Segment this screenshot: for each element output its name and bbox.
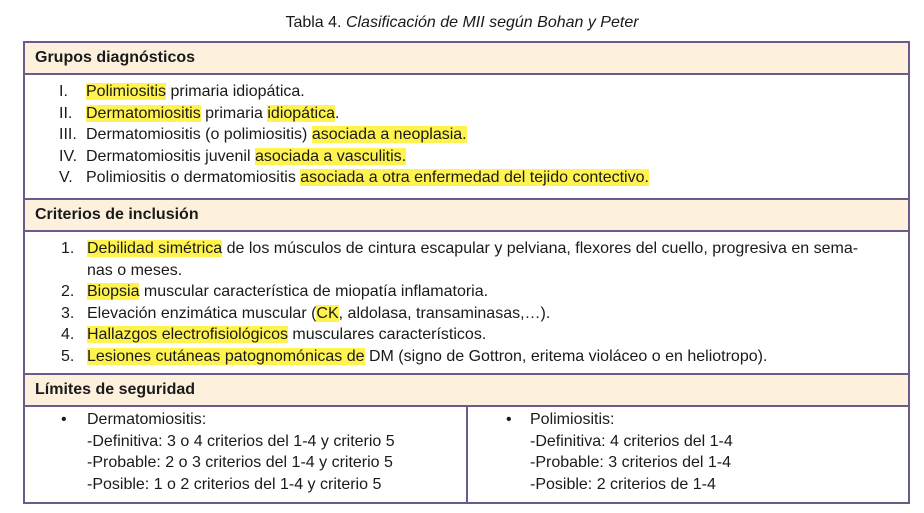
- list-item: III. Dermatomiositis (o polimiositis) asociada a neoplasia.: [59, 126, 467, 143]
- criteria-line: -Definitiva: 3 o 4 criterios del 1-4 y criterio 5: [87, 432, 395, 450]
- limits-header: Límites de seguridad: [25, 373, 908, 407]
- dermatomyositis-column: [25, 407, 468, 502]
- list-item: 1. Debilidad simétrica de los músculos de cintura escapular y pelviana, flexores del cuello, progresiva en sema- nas o meses.: [61, 240, 859, 279]
- criteria-line: -Posible: 2 criterios de 1-4: [530, 475, 716, 493]
- criteria-line: -Definitiva: 4 criterios del 1-4: [530, 432, 733, 450]
- column-title: Polimiositis:: [530, 411, 615, 428]
- groups-header: Grupos diagnósticos: [25, 43, 908, 75]
- limits-body: [25, 407, 908, 502]
- list-item: IV. Dermatomiositis juvenil asociada a vasculitis.: [59, 147, 407, 165]
- criteria-line: -Probable: 2 o 3 criterios del 1-4 y criterio 5: [87, 454, 393, 471]
- polymyositis-column: [468, 407, 908, 502]
- list-item: V. Polimiositis o dermatomiositis asociada a otra enfermedad del tejido contectivo.: [59, 169, 649, 186]
- inclusion-list: [25, 238, 908, 367]
- list-item: 3. Elevación enzimática muscular (CK, aldolasa, transaminasas,…).: [61, 304, 551, 322]
- bullet: •: [61, 411, 67, 428]
- list-item: 2. Biopsia muscular característica de miopatía inflamatoria.: [61, 283, 489, 300]
- caption-prefix: Tabla 4.: [285, 14, 342, 31]
- groups-list: [25, 81, 908, 189]
- list-item: I. Polimiositis primaria idiopática.: [59, 83, 305, 100]
- bullet: •: [506, 411, 512, 428]
- inclusion-header: Criterios de inclusión: [25, 198, 908, 232]
- list-item: 4. Hallazgos electrofisiológicos musculares característicos.: [61, 326, 487, 343]
- criteria-line: -Probable: 3 criterios del 1-4: [530, 454, 731, 471]
- list-item: 5. Lesiones cutáneas patognomónicas de DM (signo de Gottron, eritema violáceo o en heliotropo).: [61, 347, 768, 365]
- caption-title: Clasificación de MII según Bohan y Peter: [345, 14, 639, 31]
- table-caption: [0, 13, 924, 33]
- classification-table: [23, 41, 910, 504]
- column-title: Dermatomiositis:: [87, 411, 207, 428]
- criteria-line: -Posible: 1 o 2 criterios del 1-4 y criterio 5: [87, 475, 382, 493]
- list-item: II. Dermatomiositis primaria idiopática.: [59, 104, 340, 122]
